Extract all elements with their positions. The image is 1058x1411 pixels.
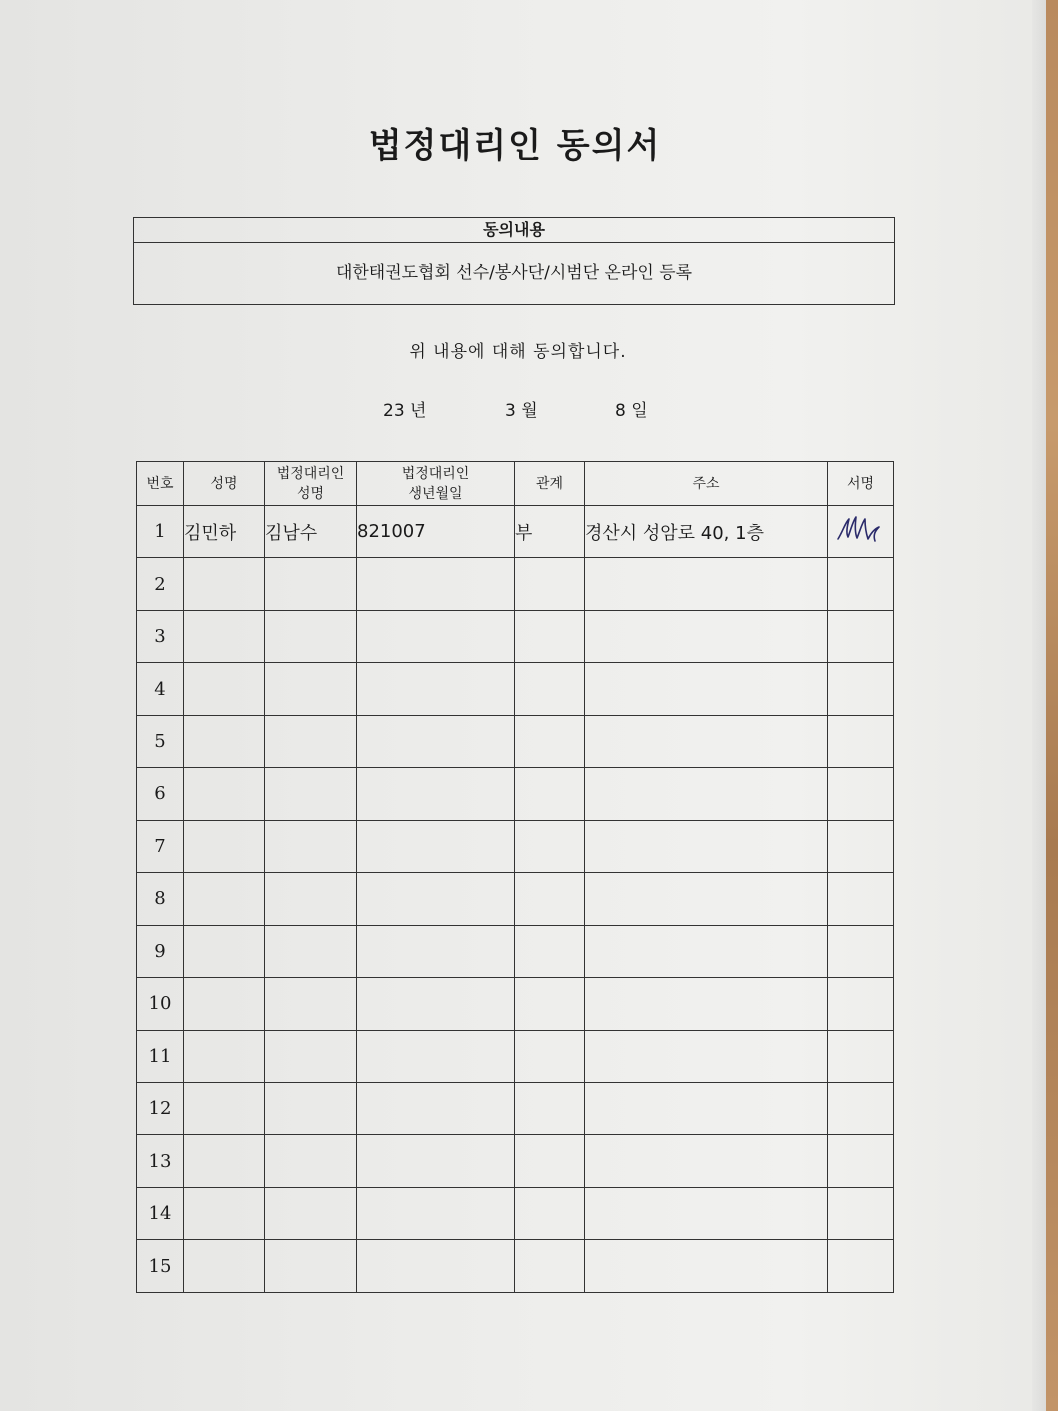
cell-address — [585, 610, 828, 662]
cell-address — [585, 663, 828, 715]
cell-number: 14 — [137, 1187, 184, 1239]
header-signature: 서명 — [828, 462, 894, 506]
consent-heading: 동의내용 — [134, 218, 894, 243]
cell-address — [585, 715, 828, 767]
header-name: 성명 — [184, 462, 265, 506]
cell-address — [585, 1030, 828, 1082]
cell-signature — [828, 978, 894, 1030]
cell-guardian-birth — [357, 1240, 515, 1293]
cell-guardian-birth — [357, 1135, 515, 1187]
cell-relation — [515, 1135, 585, 1187]
date-day — [615, 396, 648, 421]
cell-guardian-name — [265, 610, 357, 662]
cell-name — [184, 1030, 265, 1082]
cell-relation — [515, 1030, 585, 1082]
cell-number: 10 — [137, 978, 184, 1030]
table-row — [137, 715, 894, 767]
cell-number: 4 — [137, 663, 184, 715]
cell-relation — [515, 768, 585, 820]
cell-name — [184, 978, 265, 1030]
cell-guardian-birth — [357, 925, 515, 977]
date-year — [383, 396, 426, 421]
table-row — [137, 610, 894, 662]
header-guardian-name-line2: 성명 — [296, 485, 325, 502]
cell-number: 11 — [137, 1030, 184, 1082]
header-guardian-birth — [357, 462, 515, 506]
table-row — [137, 1240, 894, 1293]
cell-name — [184, 820, 265, 872]
cell-relation — [515, 925, 585, 977]
date-day-unit: 일 — [631, 401, 648, 421]
cell-name — [184, 715, 265, 767]
cell-signature — [828, 1135, 894, 1187]
cell-address — [585, 1135, 828, 1187]
cell-guardian-name — [265, 925, 357, 977]
cell-address — [585, 978, 828, 1030]
cell-guardian-name — [265, 663, 357, 715]
table-row — [137, 978, 894, 1030]
cell-relation — [515, 715, 585, 767]
cell-guardian-name — [265, 873, 357, 925]
cell-signature — [828, 1187, 894, 1239]
cell-signature — [828, 715, 894, 767]
cell-name — [184, 925, 265, 977]
cell-address — [585, 820, 828, 872]
date-month — [505, 396, 538, 421]
cell-guardian-name — [265, 820, 357, 872]
cell-relation — [515, 558, 585, 610]
cell-signature — [828, 1082, 894, 1134]
table-row — [137, 506, 894, 558]
cell-guardian-birth — [357, 558, 515, 610]
cell-relation — [515, 1187, 585, 1239]
cell-address — [585, 925, 828, 977]
date-year-unit: 년 — [410, 401, 427, 421]
cell-number: 12 — [137, 1082, 184, 1134]
cell-number: 6 — [137, 768, 184, 820]
cell-name: 김민하 — [184, 506, 265, 558]
table-row — [137, 873, 894, 925]
cell-signature — [828, 925, 894, 977]
cell-name — [184, 1082, 265, 1134]
cell-signature — [828, 1030, 894, 1082]
cell-number: 13 — [137, 1135, 184, 1187]
cell-guardian-birth — [357, 663, 515, 715]
cell-guardian-birth — [357, 768, 515, 820]
guardian-table — [136, 461, 894, 1293]
cell-guardian-birth — [357, 1030, 515, 1082]
cell-guardian-birth — [357, 610, 515, 662]
cell-guardian-name — [265, 1240, 357, 1293]
table-row — [137, 768, 894, 820]
cell-signature — [828, 820, 894, 872]
agreement-statement: 위 내용에 대해 동의합니다. — [409, 342, 627, 362]
consent-box — [133, 217, 895, 305]
cell-guardian-name — [265, 558, 357, 610]
header-address: 주소 — [585, 462, 828, 506]
cell-guardian-birth — [357, 715, 515, 767]
table-row — [137, 1135, 894, 1187]
cell-address — [585, 558, 828, 610]
cell-number: 7 — [137, 820, 184, 872]
date-month-value: 3 — [505, 401, 516, 421]
cell-address — [585, 1187, 828, 1239]
cell-relation: 부 — [515, 506, 585, 558]
date-year-value: 23 — [383, 401, 405, 421]
cell-guardian-birth — [357, 1082, 515, 1134]
cell-guardian-name — [265, 715, 357, 767]
cell-signature — [828, 1240, 894, 1293]
cell-address — [585, 873, 828, 925]
table-row — [137, 1030, 894, 1082]
table-row — [137, 820, 894, 872]
cell-guardian-name — [265, 978, 357, 1030]
cell-guardian-birth — [357, 978, 515, 1030]
cell-relation — [515, 1082, 585, 1134]
cell-relation — [515, 820, 585, 872]
cell-guardian-name — [265, 1030, 357, 1082]
cell-address — [585, 1240, 828, 1293]
cell-name — [184, 610, 265, 662]
cell-relation — [515, 978, 585, 1030]
cell-signature — [828, 768, 894, 820]
cell-guardian-name — [265, 768, 357, 820]
cell-relation — [515, 873, 585, 925]
consent-content: 대한태권도협회 선수/봉사단/시범단 온라인 등록 — [335, 263, 693, 283]
date-day-value: 8 — [615, 401, 626, 421]
table-body — [137, 506, 894, 1293]
header-number: 번호 — [137, 462, 184, 506]
cell-signature — [828, 663, 894, 715]
header-relation: 관계 — [515, 462, 585, 506]
cell-guardian-birth: 821007 — [357, 506, 515, 558]
table-row — [137, 925, 894, 977]
cell-name — [184, 1135, 265, 1187]
cell-number: 1 — [137, 506, 184, 558]
table-row — [137, 663, 894, 715]
header-guardian-name — [265, 462, 357, 506]
cell-number: 2 — [137, 558, 184, 610]
cell-signature — [828, 558, 894, 610]
cell-number: 5 — [137, 715, 184, 767]
cell-name — [184, 1240, 265, 1293]
cell-signature — [828, 610, 894, 662]
cell-signature — [828, 873, 894, 925]
paper-edge — [1032, 0, 1046, 1411]
cell-name — [184, 558, 265, 610]
date-month-unit: 월 — [521, 401, 538, 421]
header-guardian-birth-line1: 법정대리인 — [401, 465, 470, 482]
desk-surface — [1046, 0, 1058, 1411]
cell-guardian-birth — [357, 820, 515, 872]
document-title: 법정대리인 동의서 — [368, 126, 662, 166]
table-header-row — [137, 462, 894, 506]
cell-guardian-birth — [357, 1187, 515, 1239]
cell-number: 3 — [137, 610, 184, 662]
cell-guardian-birth — [357, 873, 515, 925]
cell-address — [585, 1082, 828, 1134]
cell-name — [184, 873, 265, 925]
cell-relation — [515, 1240, 585, 1293]
cell-signature — [828, 506, 894, 558]
handwritten-signature — [835, 511, 887, 547]
cell-guardian-name — [265, 1082, 357, 1134]
cell-relation — [515, 610, 585, 662]
cell-guardian-name — [265, 1135, 357, 1187]
cell-number: 8 — [137, 873, 184, 925]
cell-number: 9 — [137, 925, 184, 977]
table-row — [137, 1187, 894, 1239]
header-guardian-name-line1: 법정대리인 — [276, 465, 345, 482]
cell-number: 15 — [137, 1240, 184, 1293]
table-row — [137, 1082, 894, 1134]
cell-name — [184, 768, 265, 820]
table-row — [137, 558, 894, 610]
cell-name — [184, 1187, 265, 1239]
cell-guardian-name — [265, 1187, 357, 1239]
cell-name — [184, 663, 265, 715]
cell-address: 경산시 성암로 40, 1층 — [585, 506, 828, 558]
cell-guardian-name: 김남수 — [265, 506, 357, 558]
cell-address — [585, 768, 828, 820]
cell-relation — [515, 663, 585, 715]
header-guardian-birth-line2: 생년월일 — [408, 485, 463, 502]
